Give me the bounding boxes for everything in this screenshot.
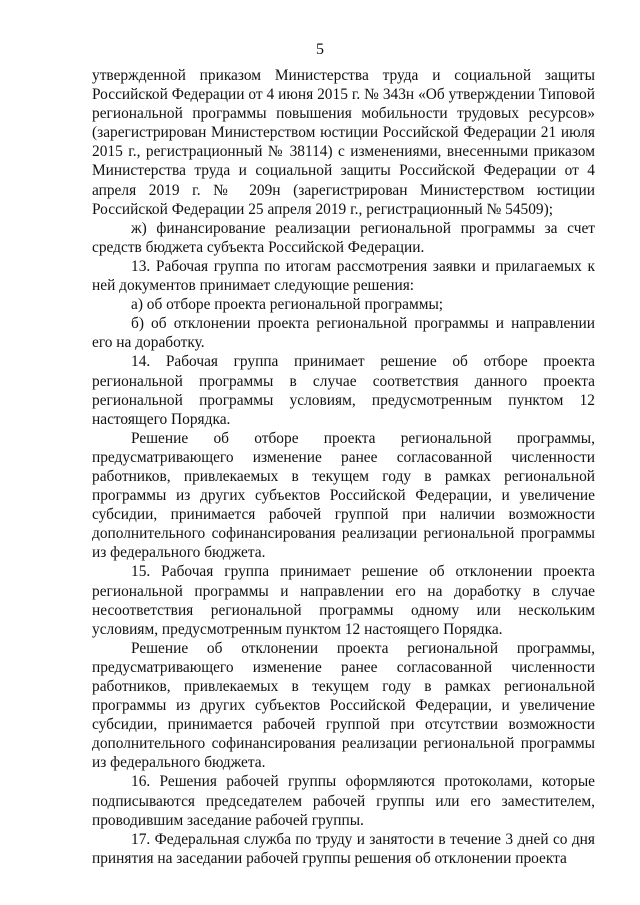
paragraph-14: 14. Рабочая группа принимает решение об отборе проекта региональной программы в случае соответствия данного проекта региональной программы условиям, предусмотренным пунктом 12 настоящего Порядка. — [92, 353, 595, 428]
paragraph-15-decision: Решение об отклонении проекта региональной программы, предусматривающего изменение ранее согласованной численности работников, привлекаемых в текущем году в рамках региональной программы из других субъектов Российской Федерации, и увеличение субсидии, принимается рабочей группой при отсутствии возможности дополнительного софинансирования реализации региональной программы из федерального бюджета. — [92, 639, 595, 772]
page-number: 5 — [316, 41, 324, 58]
document-body — [92, 66, 595, 868]
paragraph-17: 17. Федеральная служба по труду и занятости в течение 3 дней со дня принятия на заседании рабочей группы решения об отклонении проекта — [92, 830, 595, 867]
paragraph-15: 15. Рабочая группа принимает решение об отклонении проекта региональной программы и направлении его на доработку в случае несоответствия региональной программы одному или нескольким условиям, предусмотренным пунктом 12 настоящего Порядка. — [92, 563, 595, 638]
paragraph-14-decision: Решение об отборе проекта региональной программы, предусматривающего изменение ранее согласованной численности работников, привлекаемых в текущем году в рамках региональной программы из других субъектов Российской Федерации, и увеличение субсидии, принимается рабочей группой при наличии возможности дополнительного софинансирования реализации региональной программы из федерального бюджета. — [92, 429, 595, 562]
paragraph-continuation: утвержденной приказом Министерства труда и социальной защиты Российской Федерации от 4 июня 2015 г. № 343н «Об утверждении Типовой региональной программы повышения мобильности трудовых ресурсов» (зарегистрирован Министерством юстиции Российской Федерации 21 июля 2015 г., регистрационный № 38114) с изменениями, внесенными приказом Министерства труда и социальной защиты Российской Федерации от 4 апреля 2019 г. № 209н (зарегистрирован Министерством юстиции Российской Федерации 25 апреля 2019 г., регистрационный № 54509); — [92, 67, 595, 218]
paragraph-16: 16. Решения рабочей группы оформляются протоколами, которые подписываются председателем рабочей группы или его заместителем, проводившим заседание рабочей группы. — [92, 773, 595, 829]
paragraph-13: 13. Рабочая группа по итогам рассмотрения заявки и прилагаемых к ней документов принимает следующие решения: — [92, 257, 595, 295]
paragraph-13-a: а) об отборе проекта региональной программы; — [131, 296, 444, 314]
paragraph-13-b: б) об отклонении проекта региональной программы и направлении его на доработку. — [92, 315, 595, 352]
paragraph-item-zh: ж) финансирование реализации региональной программы за счет средств бюджета субъекта Российской Федерации. — [92, 219, 595, 256]
